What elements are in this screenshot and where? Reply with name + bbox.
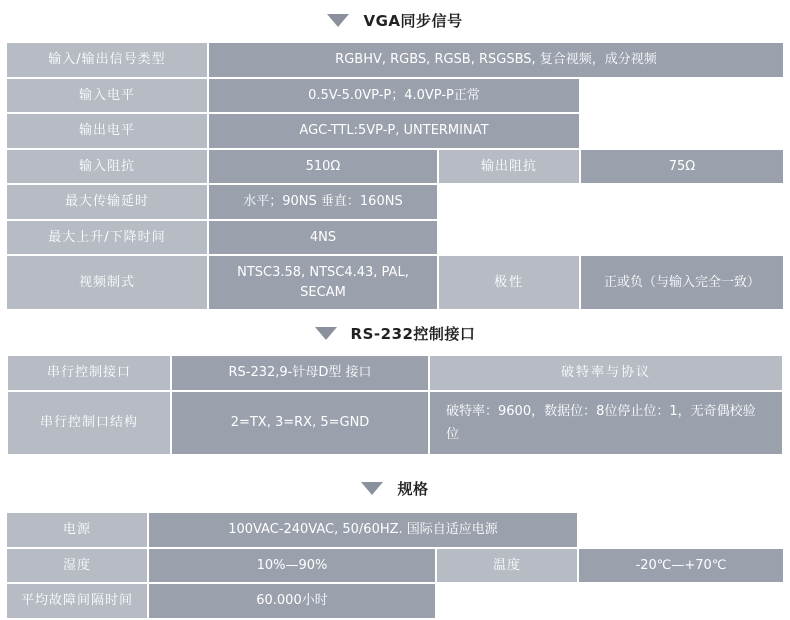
row-label: 输入阻抗 xyxy=(7,150,207,184)
section-heading-general xyxy=(0,478,790,499)
row-value-secondary: 75Ω xyxy=(581,150,783,184)
table-row xyxy=(7,79,783,113)
row-value: 10%—90% xyxy=(149,549,435,583)
row-value: 4NS xyxy=(209,221,437,255)
row-label: 湿度 xyxy=(7,549,147,583)
row-label: 输入电平 xyxy=(7,79,207,113)
row-label: 视频制式 xyxy=(7,256,207,309)
section-title: 规格 xyxy=(397,480,429,499)
section-heading-vga xyxy=(0,10,790,31)
section-title: RS-232控制接口 xyxy=(350,325,476,343)
row-label: 最大上升/下降时间 xyxy=(7,221,207,255)
row-value: RGBHV, RGBS, RGSB, RSGSBS, 复合视频，成分视频 xyxy=(209,43,783,77)
row-label: 平均故障间隔时间 xyxy=(7,584,147,618)
table-row xyxy=(7,150,783,184)
table-row xyxy=(7,584,783,618)
row-value-secondary: 破特率：9600，数据位：8位停止位：1，无奇偶校验位 xyxy=(430,392,782,455)
row-value: 0.5V-5.0VP-P；4.0VP-P正常 xyxy=(209,79,579,113)
table-rs232 xyxy=(6,354,784,456)
section-heading-rs232 xyxy=(0,323,790,344)
row-label-secondary: 破特率与协议 xyxy=(430,356,782,390)
row-value: 100VAC-240VAC, 50/60HZ. 国际自适应电源 xyxy=(149,513,577,547)
row-label: 输入/输出信号类型 xyxy=(7,43,207,77)
table-row xyxy=(7,513,783,547)
row-value: RS-232,9-针母D型 接口 xyxy=(172,356,428,390)
row-value-secondary: 正或负（与输入完全一致） xyxy=(581,256,783,309)
table-row xyxy=(7,185,783,219)
row-value: 60.000小时 xyxy=(149,584,435,618)
table-row xyxy=(7,549,783,583)
row-label-secondary: 极性 xyxy=(439,256,579,309)
spacer-cell xyxy=(437,584,783,618)
row-value: NTSC3.58, NTSC4.43, PAL, SECAM xyxy=(209,256,437,309)
table-row xyxy=(7,114,783,148)
spacer-cell xyxy=(581,79,783,113)
section-title: VGA同步信号 xyxy=(363,12,463,30)
triangle-down-icon xyxy=(315,327,337,340)
triangle-down-icon xyxy=(327,14,349,27)
triangle-down-icon xyxy=(361,482,383,495)
spacer-cell xyxy=(439,221,783,255)
table-row xyxy=(7,43,783,77)
row-value: 510Ω xyxy=(209,150,437,184)
table-row xyxy=(7,256,783,309)
row-value: 2=TX, 3=RX, 5=GND xyxy=(172,392,428,455)
row-label: 串行控制接口 xyxy=(8,356,170,390)
row-label: 电源 xyxy=(7,513,147,547)
row-label: 最大传输延时 xyxy=(7,185,207,219)
table-row xyxy=(8,356,782,390)
table-row xyxy=(8,392,782,455)
row-label: 串行控制口结构 xyxy=(8,392,170,455)
row-label-secondary: 温度 xyxy=(437,549,577,583)
row-value-secondary: -20℃—+70℃ xyxy=(579,549,783,583)
spacer-cell xyxy=(579,513,783,547)
spacer-cell xyxy=(439,185,783,219)
table-row xyxy=(7,221,783,255)
row-value: 水平；90NS 垂直：160NS xyxy=(209,185,437,219)
spacer-cell xyxy=(581,114,783,148)
row-label-secondary: 输出阻抗 xyxy=(439,150,579,184)
row-label: 输出电平 xyxy=(7,114,207,148)
row-value: AGC-TTL:5VP-P, UNTERMINAT xyxy=(209,114,579,148)
table-vga xyxy=(5,41,785,311)
